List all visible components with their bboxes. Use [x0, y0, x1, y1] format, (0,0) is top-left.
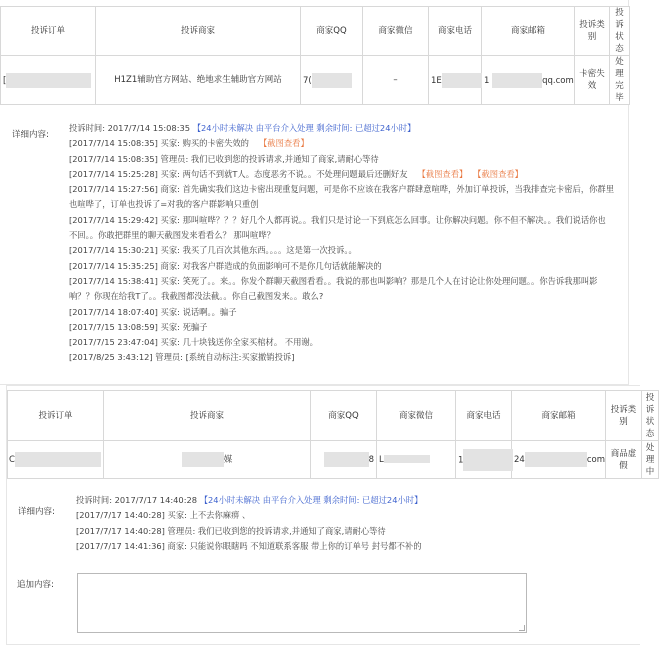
email-suffix: com	[586, 455, 605, 465]
header-email: 商家邮箱	[482, 7, 575, 56]
redacted-block	[6, 73, 91, 88]
qq-cell	[301, 56, 363, 105]
complaint-log-1	[69, 121, 614, 366]
phone-cell	[456, 441, 512, 479]
log-entry: 不回。。你敢把群里的聊天截图发来看看么？ 那叫喧哗？	[69, 230, 275, 241]
header-phone: 商家电话	[456, 391, 512, 441]
redacted-block	[492, 73, 542, 88]
screenshot-link[interactable]: 【截图查看】	[258, 138, 309, 149]
screenshot-link[interactable]: 【截图查看】	[477, 168, 523, 179]
wechat-prefix: L	[379, 454, 384, 465]
header-wechat: 商家微信	[363, 7, 429, 56]
header-order: 投诉订单	[1, 7, 96, 56]
redacted-block	[324, 452, 369, 467]
escalation-notice: 【24小时未解决 由平台介入处理 剩余时间: 已超过24小时】	[199, 495, 423, 505]
complaint-log-2	[76, 493, 422, 554]
header-status: 投诉状态	[610, 7, 630, 56]
complaint-time: 投诉时间: 2017/7/17 14:40:28	[76, 495, 198, 505]
log-entry: [2017/7/14 15:30:21] 买家: 我买了几百次其他东西。。。。这是第一次投诉。。	[69, 245, 357, 256]
category-cell: 卡密失效	[575, 56, 610, 105]
log-entry: [2017/7/14 15:35:25] 商家: 对我客户群造成的负面影响可不是你几句话就能解决的	[69, 260, 382, 271]
header-order: 投诉订单	[8, 391, 104, 441]
header-phone: 商家电话	[429, 7, 482, 56]
header-category: 投诉类别	[575, 7, 610, 56]
log-entry: [2017/7/14 18:07:40] 买家: 说话啊。。骗子	[69, 306, 237, 317]
email-prefix: 1	[484, 75, 490, 86]
qq-prefix: 7(	[303, 75, 312, 86]
table-row	[8, 441, 659, 479]
status-badge: 处理完毕	[610, 56, 630, 105]
qq-cell	[311, 441, 377, 479]
resize-grip-icon[interactable]	[519, 625, 525, 631]
header-category: 投诉类别	[606, 391, 642, 441]
log-entry: [2017/7/14 15:25:28] 买家: 两句话不到就T人。态度恶劣不说。。不处理问题最后还删好友 【截图查看】 【截图查看】	[69, 168, 523, 179]
log-entry: 响？？你现在给我T了。。我截图都没法截。。你自己截图发来。。敢么?	[69, 291, 324, 302]
redacted-block	[442, 73, 482, 88]
log-entry: [2017/7/14 15:08:35] 管理员: 我们已收到您的投诉请求,并通知了商家,请耐心等待	[69, 153, 379, 164]
log-entry: [2017/7/14 15:29:42] 买家: 那叫喧哗？？？好几个人都再说。。我们只是讨论一下到底怎么回事。让你解决问题。你不但不解决。。我们说话你也	[69, 214, 606, 225]
order-cell	[8, 441, 104, 479]
complaint-table-1	[0, 6, 630, 105]
phone-prefix: 1E	[431, 75, 442, 86]
status-badge: 处理中	[642, 441, 659, 479]
log-entry: [2017/7/15 23:47:04] 买家: 几十块钱送你全家买棺材。 不用谢。	[69, 337, 318, 348]
merchant-cell[interactable]: H1Z1辅助官方网站、绝地求生辅助官方网站	[96, 56, 301, 105]
header-wechat: 商家微信	[377, 391, 456, 441]
email-prefix: 24	[514, 455, 525, 465]
header-qq: 商家QQ	[311, 391, 377, 441]
header-merchant: 投诉商家	[104, 391, 311, 441]
log-entry: [2017/7/17 14:41:36] 商家: 只能说你眼瞎吗 不知道联系客服 带上你的订单号 封号都不补的	[76, 540, 422, 551]
log-entry: [2017/7/17 14:40:28] 买家: 上不去你麻痹 、	[76, 510, 251, 521]
redacted-block	[525, 452, 587, 467]
redacted-block	[463, 449, 513, 471]
escalation-notice: 【24小时未解决 由平台介入处理 剩余时间: 已超过24小时】	[192, 123, 416, 133]
merchant-cell[interactable]	[104, 441, 311, 479]
table-header-row	[8, 391, 659, 441]
phone-cell	[429, 56, 482, 105]
email-cell	[512, 441, 606, 479]
log-entry: [2017/7/14 15:38:41] 买家: 笑死了。。来。。你发个群聊天截图看看。。我说的那也叫影响？那是几个人在讨论让你处理问题。。你告诉我那叫影	[69, 275, 598, 286]
redacted-block	[312, 73, 352, 88]
wechat-cell: –	[363, 56, 429, 105]
log-entry: [2017/7/14 15:27:56] 商家: 首先确实我们这边卡密出现重复问题，可是你不应该在我客户群肆意喧哗，外加订单投诉，当我排查完卡密后，你群里	[69, 184, 615, 195]
header-status: 投诉状态	[642, 391, 659, 441]
order-cell	[1, 56, 96, 105]
complaint-time: 投诉时间: 2017/7/14 15:08:35	[69, 123, 191, 133]
redacted-block	[15, 452, 101, 467]
detail-label-1: 详细内容:	[12, 130, 49, 140]
redacted-block	[182, 452, 224, 467]
log-entry: [2017/7/17 14:40:28] 管理员: 我们已收到您的投诉请求,并通知了商家,请耐心等待	[76, 525, 386, 536]
qq-suffix: 8	[368, 455, 374, 465]
complaint-time-line	[69, 121, 614, 136]
table-header-row	[1, 7, 630, 56]
email-suffix: qq.com	[542, 75, 574, 86]
log-entry: [2017/7/14 15:08:35] 买家: 购买的卡密失效的 【截图查看】	[69, 138, 309, 149]
header-qq: 商家QQ	[301, 7, 363, 56]
append-label: 追加内容:	[17, 580, 54, 590]
log-entry: 也喧哗了，订单也投诉了=对我的客户群影响只重创	[69, 199, 259, 210]
email-cell	[482, 56, 575, 105]
screenshot-link[interactable]: 【截图查看】	[417, 168, 468, 179]
wechat-cell	[377, 441, 456, 479]
table-row	[1, 56, 630, 105]
redacted-block	[384, 455, 430, 463]
detail-label-2: 详细内容:	[18, 507, 55, 517]
order-id-prefix: [	[3, 75, 7, 86]
append-content-textarea[interactable]	[77, 573, 527, 633]
complaint-time-line	[76, 493, 422, 508]
order-id-prefix: C	[9, 455, 15, 465]
category-cell: 商品虚假	[606, 441, 642, 479]
log-entry: [2017/7/15 13:08:59] 买家: 死骗子	[69, 321, 208, 332]
log-entry: [2017/8/25 3:43:12] 管理员: [系统自动标注:买家撤销投诉]	[69, 352, 295, 363]
header-merchant: 投诉商家	[96, 7, 301, 56]
header-email: 商家邮箱	[512, 391, 606, 441]
complaint-table-2	[7, 390, 659, 479]
merchant-suffix: 媒	[223, 455, 233, 465]
phone-prefix: 1	[458, 455, 464, 465]
